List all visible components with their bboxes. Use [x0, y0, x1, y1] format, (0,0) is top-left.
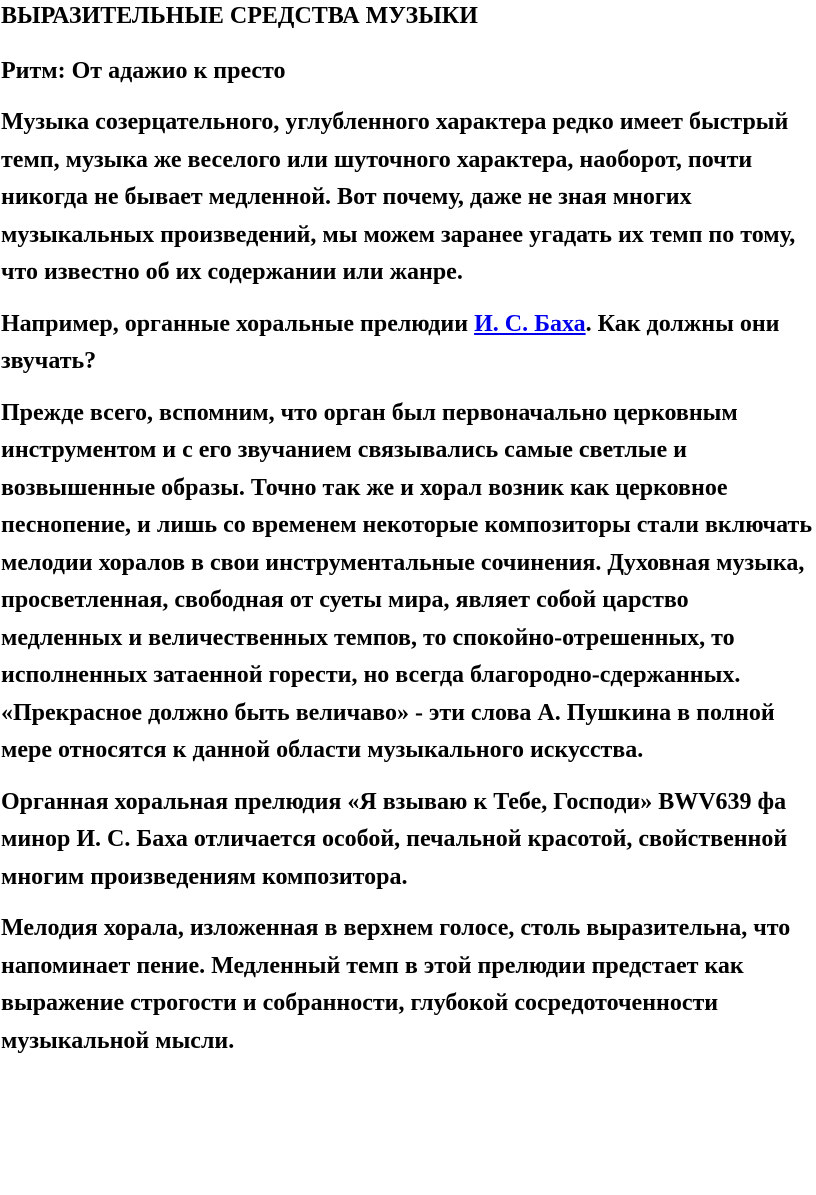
paragraph-bach-preludes [1, 306, 814, 381]
paragraph-text-before-link: Например, органные хоральные прелюдии [1, 310, 475, 337]
document-subtitle: Ритм: От адажио к престо [1, 58, 286, 84]
paragraph-melody: Мелодия хорала, изложенная в верхнем голосе, столь выразительна, что напоминает пение. Медленный темп в этой прелюдии предстает как выражение строгости и собранности, глубокой сосредоточенности музыкальной мысли. [1, 915, 791, 1054]
paragraph-tempo-character: Музыка созерцательного, углубленного характера редко имеет быстрый темп, музыка же веселого или шуточного характера, наоборот, почти никогда не бывает медленной. Вот почему, даже не зная многих музыкальных произведений, мы можем заранее угадать их темп по тому, что известно об их содержании или жанре. [1, 109, 796, 285]
paragraph-organ-history: Прежде всего, вспомним, что орган был первоначально церковным инструментом и с его звучанием связывались самые светлые и возвышенные образы. Точно так же и хорал возник как церковное песнопение, и лишь со временем некоторые композиторы стали включать мелодии хоралов в свои инструментальные сочинения. Духовная музыка, просветленная, свободная от суеты мира, являет собой царство медленных и величественных темпов, то спокойно-отрешенных, то исполненных затаенной горести, но всегда благородно-сдержанных. «Прекрасное должно быть величаво» - эти слова А. Пушкина в полной мере относятся к данной области музыкального искусства. [1, 399, 813, 763]
paragraph-text-after-link: . Как должны они звучать? [1, 310, 780, 374]
bach-link[interactable]: И. С. Баха [474, 310, 586, 337]
paragraph-bwv639: Органная хоральная прелюдия «Я взываю к Тебе, Господи» BWV639 фа минор И. С. Баха отличается особой, печальной красотой, свойственной многим произведениям композитора. [1, 788, 788, 890]
document-title: ВЫРАЗИТЕЛЬНЫЕ СРЕДСТВА МУЗЫКИ [1, 3, 478, 29]
